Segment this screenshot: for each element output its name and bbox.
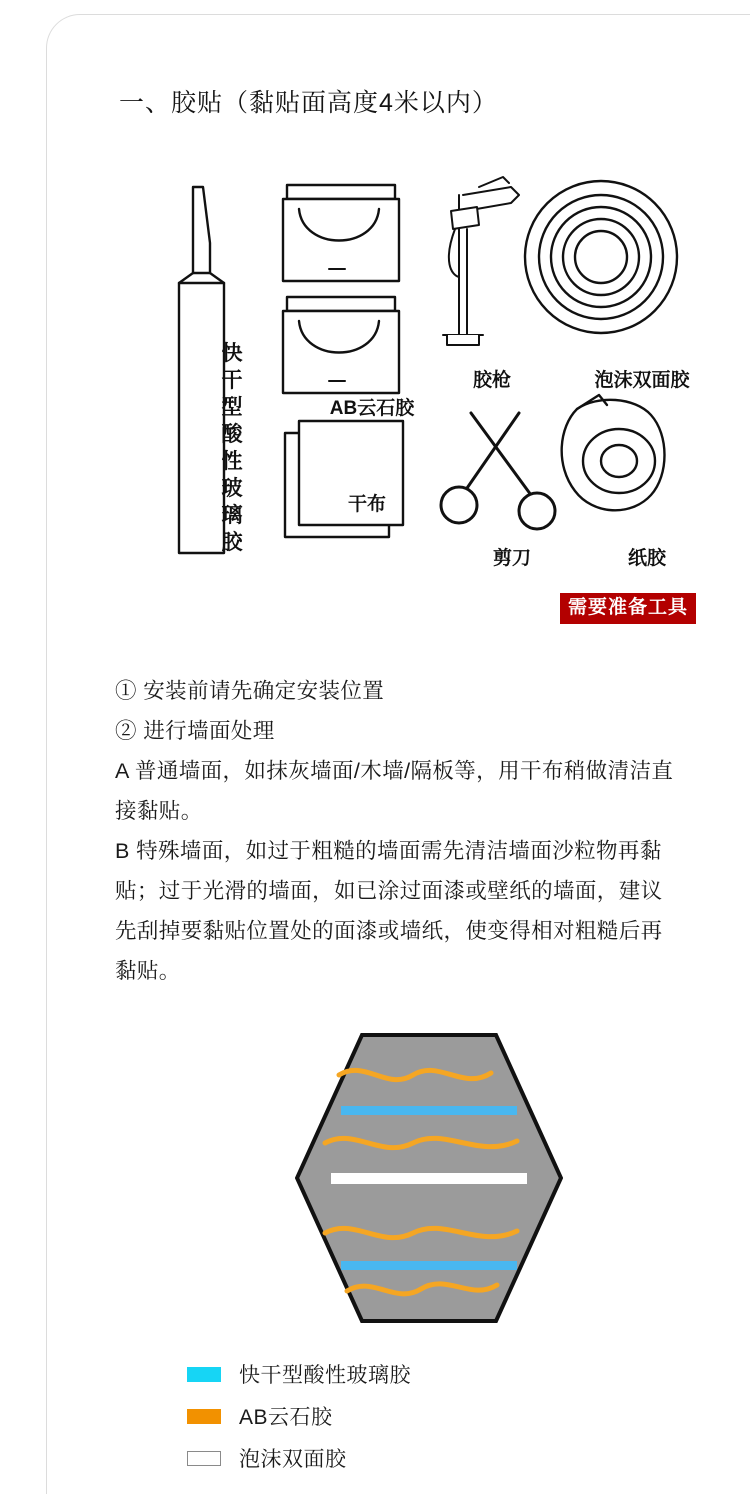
hexagon-svg bbox=[295, 1033, 563, 1323]
legend-item-foam-tape bbox=[187, 1437, 587, 1479]
page-title: 一、胶贴（黏贴面高度4米以内） bbox=[119, 89, 498, 117]
step-line-1: ① 安装前请先确定安装位置 bbox=[115, 679, 385, 703]
white-stripe bbox=[331, 1173, 527, 1184]
legend-swatch-icon-blue bbox=[187, 1367, 221, 1382]
legend-swatch-icon-white bbox=[187, 1451, 221, 1466]
step-line-3: A 普通墙面，如抹灰墙面/木墙/隔板等，用干布稍做清洁直接黏贴。 bbox=[115, 759, 674, 823]
caulking-gun-label: 胶枪 bbox=[472, 370, 511, 391]
foam-tape-label: 泡沫双面胶 bbox=[594, 370, 690, 391]
step-line-2: ② 进行墙面处理 bbox=[115, 719, 275, 743]
page-card bbox=[46, 14, 750, 1494]
legend-label-silicone: 快干型酸性玻璃胶 bbox=[239, 1364, 411, 1387]
legend-label-ab-glue: AB云石胶 bbox=[239, 1406, 333, 1429]
step-line-4: B 特殊墙面，如过于粗糙的墙面需先清洁墙面沙粒物再黏贴；过于光滑的墙面，如已涂过面漆或壁纸的墙面，建议先刮掉要黏贴位置处的面漆或墙纸，使变得相对粗糙后再黏贴。 bbox=[115, 839, 663, 983]
legend bbox=[187, 1353, 587, 1479]
blue-stripe-1 bbox=[341, 1106, 517, 1115]
tools-required-badge: 需要准备工具 bbox=[560, 593, 696, 624]
caulk-tube-label: 快干型酸性玻璃胶 bbox=[221, 342, 243, 554]
instruction-steps bbox=[115, 671, 675, 991]
paper-tape-label: 纸胶 bbox=[627, 548, 666, 569]
scissors-label: 剪刀 bbox=[492, 548, 531, 569]
application-pattern-diagram bbox=[295, 1033, 563, 1323]
legend-item-ab-glue bbox=[187, 1395, 587, 1437]
legend-item-silicone bbox=[187, 1353, 587, 1395]
blue-stripe-2 bbox=[341, 1261, 517, 1270]
tools-illustration bbox=[107, 165, 707, 595]
dry-cloth-label: 干布 bbox=[347, 494, 386, 515]
legend-swatch-icon-orange bbox=[187, 1409, 221, 1424]
ab-marble-glue-label: AB云石胶 bbox=[329, 398, 415, 419]
legend-label-foam-tape: 泡沫双面胶 bbox=[239, 1448, 347, 1471]
